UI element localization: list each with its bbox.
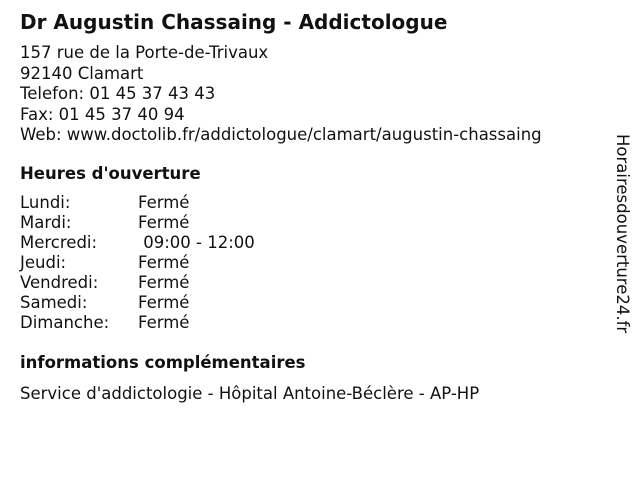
- hours-value: Fermé: [138, 313, 190, 332]
- hours-row-sunday: [20, 313, 255, 333]
- day-label: Jeudi:: [20, 253, 67, 272]
- hours-value: Fermé: [138, 193, 190, 212]
- hours-row-thursday: [20, 253, 255, 273]
- hours-row-saturday: [20, 293, 255, 313]
- contact-block: [20, 43, 542, 146]
- website: Web: www.doctolib.fr/addictologue/clamart/augustin-chassaing: [20, 125, 542, 144]
- hours-row-friday: [20, 273, 255, 293]
- hours-row-tuesday: [20, 213, 255, 233]
- hours-heading: Heures d'ouverture: [20, 164, 201, 183]
- day-label: Dimanche:: [20, 313, 110, 332]
- info-heading: informations complémentaires: [20, 353, 306, 372]
- hours-value: Fermé: [138, 273, 190, 292]
- day-label: Mardi:: [20, 213, 72, 232]
- hours-value: Fermé: [138, 213, 190, 232]
- hours-value: 09:00 - 12:00: [138, 233, 255, 252]
- opening-hours-table: [20, 193, 255, 333]
- address-street: 157 rue de la Porte-de-Trivaux: [20, 43, 269, 62]
- site-watermark: Horairesdouverture24.fr: [613, 134, 632, 334]
- hours-row-monday: [20, 193, 255, 213]
- page-title: Dr Augustin Chassaing - Addictologue: [20, 10, 448, 34]
- hours-value: Fermé: [138, 253, 190, 272]
- day-label: Vendredi:: [20, 273, 99, 292]
- day-label: Mercredi:: [20, 233, 98, 252]
- info-text: Service d'addictologie - Hôpital Antoine-Béclère - AP-HP: [20, 384, 480, 403]
- address-city: 92140 Clamart: [20, 63, 144, 83]
- hours-row-wednesday: [20, 233, 255, 253]
- phone-number: Telefon: 01 45 37 43 43: [20, 84, 216, 103]
- fax-number: Fax: 01 45 37 40 94: [20, 104, 185, 124]
- day-label: Samedi:: [20, 293, 88, 312]
- hours-value: Fermé: [138, 293, 190, 312]
- day-label: Lundi:: [20, 193, 71, 212]
